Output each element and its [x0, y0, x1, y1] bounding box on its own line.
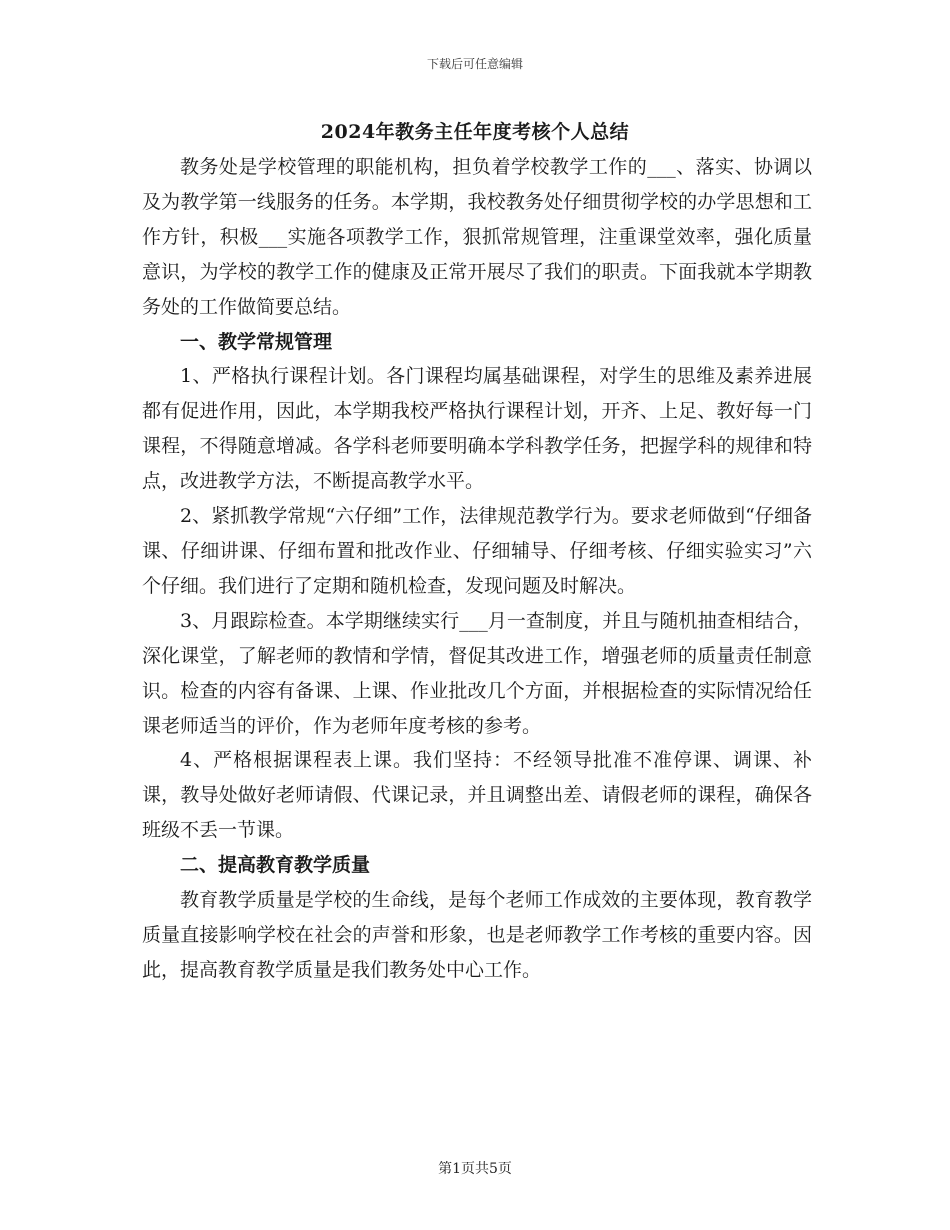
document-title: 2024年教务主任年度考核个人总结	[320, 121, 630, 143]
section-heading-2: 二、提高教育教学质量	[180, 854, 371, 877]
intro-paragraph: 教务处是学校管理的职能机构，担负着学校教学工作的___、落实、协调以及为教学第一线服务的任务。本学期，我校教务处仔细贯彻学校的办学思想和工作方针，积极___实施各项教学工作，狠抓常规管理，注重课堂效率，强化质量意识，为学校的教学工作的健康及正常开展尽了我们的职责。下面我就本学期教务处的工作做简要总结。	[142, 156, 812, 318]
section-heading-1: 一、教学常规管理	[180, 330, 333, 353]
section1-item-4: 4、严格根据课程表上课。我们坚持：不经领导批准不准停课、调课、补课，教导处做好老师请假、代课记录，并且调整出差、请假老师的课程，确保各班级不丢一节课。	[142, 749, 812, 842]
header-note: 下载后可任意编辑	[426, 57, 523, 71]
page-footer: 第1页共5页	[438, 1161, 512, 1177]
section2-paragraph: 教育教学质量是学校的生命线，是每个老师工作成效的主要体现，教育教学质量直接影响学校在社会的声誉和形象，也是老师教学工作考核的重要内容。因此，提高教育教学质量是我们教务处中心工作。	[142, 889, 812, 981]
section1-item-3: 3、月跟踪检查。本学期继续实行___月一查制度，并且与随机抽查相结合，深化课堂，了解老师的教情和学情，督促其改进工作，增强老师的质量责任制意识。检查的内容有备课、上课、作业批改几个方面，并根据检查的实际情况给任课老师适当的评价，作为老师年度考核的参考。	[142, 609, 812, 737]
section1-item-2: 2、紧抓教学常规“六仔细”工作，法律规范教学行为。要求老师做到“仔细备课、仔细讲课、仔细布置和批改作业、仔细辅导、仔细考核、仔细实验实习”六个仔细。我们进行了定期和随机检查，发现问题及时解决。	[142, 505, 812, 597]
section1-item-1: 1、严格执行课程计划。各门课程均属基础课程，对学生的思维及素养进展都有促进作用，因此，本学期我校严格执行课程计划，开齐、上足、教好每一门课程，不得随意增减。各学科老师要明确本学科教学任务，把握学科的规律和特点，改进教学方法，不断提高教学水平。	[142, 365, 812, 493]
document-body	[142, 150, 812, 988]
